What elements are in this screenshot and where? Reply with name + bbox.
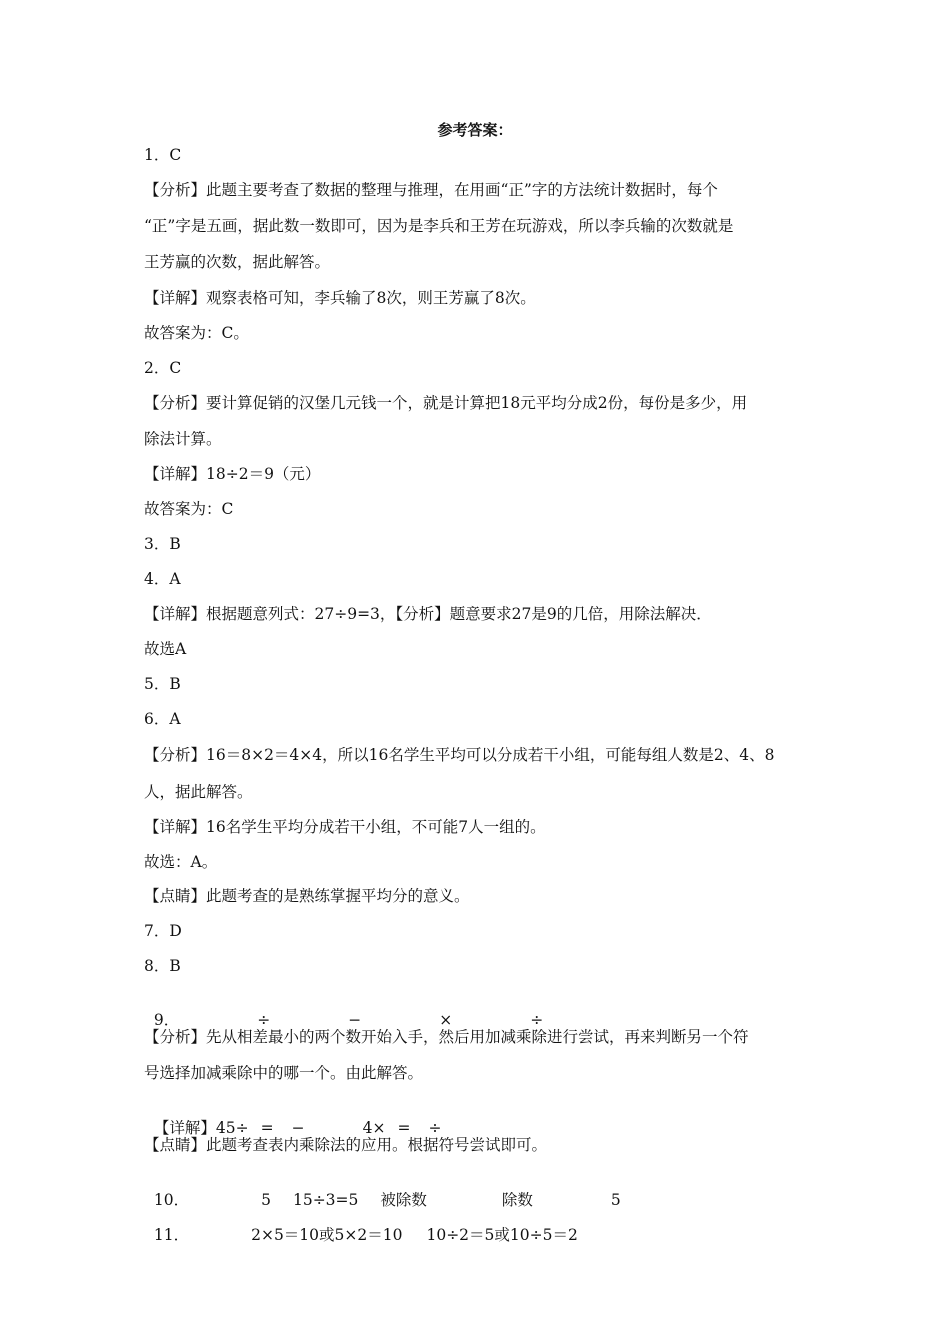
answer-blank: 5 (261, 1191, 271, 1209)
operator-blank: × (439, 1011, 453, 1029)
answer-line: 2．C (144, 359, 182, 377)
answer-blank: 5 (610, 1191, 621, 1209)
question-9-detail (144, 1098, 441, 1138)
answer-line: 4．A (144, 570, 181, 588)
answer-blank: 被除数 (380, 1191, 427, 1209)
answer-line: “正”字是五画，据此数一数即可，因为是李兵和王芳在玩游戏，所以李兵输的次数就是 (144, 217, 734, 235)
detail-term: = (260, 1119, 274, 1137)
answer-line: 除法计算。 (144, 430, 222, 448)
answer-line: 【分析】16＝8×2＝4×4，所以16名学生平均可以分成若干小组，可能每组人数是2、4、8 (144, 746, 775, 764)
answer-line: 故答案为：C (144, 500, 234, 518)
answer-line: 【详解】根据题意列式：27÷9=3，【分析】题意要求27是9的几倍，用除法解决． (144, 605, 712, 623)
question-9-number: 9． (153, 1011, 180, 1029)
answer-line: 故答案为：C。 (144, 324, 249, 342)
operator-blank: ÷ (530, 1011, 544, 1029)
answer-line: 【分析】此题主要考查了数据的整理与推理，在用画“正”字的方法统计数据时，每个 (144, 181, 718, 199)
answer-line: 【点睛】此题考查的是熟练掌握平均分的意义。 (144, 887, 470, 905)
detail-term: 45÷ (215, 1119, 249, 1137)
answer-blank: 10÷2＝5或10÷5＝2 (426, 1226, 578, 1244)
answer-line: 故选：A。 (144, 853, 218, 871)
answer-line: 8．B (144, 957, 181, 975)
answer-line: 【详解】观察表格可知，李兵输了8次，则王芳赢了8次。 (144, 289, 536, 307)
answer-line: 1．C (144, 146, 182, 164)
answer-line: 【详解】16名学生平均分成若干小组，不可能7人一组的。 (144, 818, 546, 836)
answer-line: 5．B (144, 675, 181, 693)
answer-blank: 2×5＝10或5×2＝10 (251, 1226, 403, 1244)
answer-line: 【详解】18÷2＝9（元） (144, 465, 321, 483)
answer-line: 【分析】先从相差最小的两个数开始入手，然后用加减乘除进行尝试，再来判断另一个符 (144, 1028, 749, 1046)
detail-term: ÷ (428, 1119, 442, 1137)
detail-label: 【详解】 (153, 1119, 216, 1137)
answer-line: 7．D (144, 922, 182, 940)
answer-line: 【点睛】此题考查表内乘除法的应用。根据符号尝试即可。 (144, 1136, 548, 1154)
answer-blank: 除数 (501, 1191, 533, 1209)
operator-blank: − (348, 1011, 362, 1029)
question-10-line (144, 1170, 621, 1210)
answer-line: 王芳赢的次数，据此解答。 (144, 253, 331, 271)
detail-term: − (291, 1119, 305, 1137)
detail-term: = (397, 1119, 411, 1137)
answer-line: 3．B (144, 535, 181, 553)
answer-line: 人，据此解答。 (144, 783, 253, 801)
question-10-number: 10． (153, 1191, 190, 1209)
answer-title: 参考答案： (437, 121, 513, 139)
answer-line: 号选择加减乘除中的哪一个。由此解答。 (144, 1064, 424, 1082)
answer-line: 故选A (144, 640, 187, 658)
answer-blank: 15÷3=5 (292, 1191, 359, 1209)
operator-blank: ÷ (257, 1011, 271, 1029)
answer-line: 【分析】要计算促销的汉堡几元钱一个，就是计算把18元平均分成2份，每份是多少，用 (144, 394, 748, 412)
question-9-line (144, 990, 543, 1030)
detail-term: 4× (362, 1119, 386, 1137)
question-11-number: 11． (153, 1226, 190, 1244)
question-11-line (144, 1205, 578, 1245)
answer-line: 6．A (144, 710, 181, 728)
